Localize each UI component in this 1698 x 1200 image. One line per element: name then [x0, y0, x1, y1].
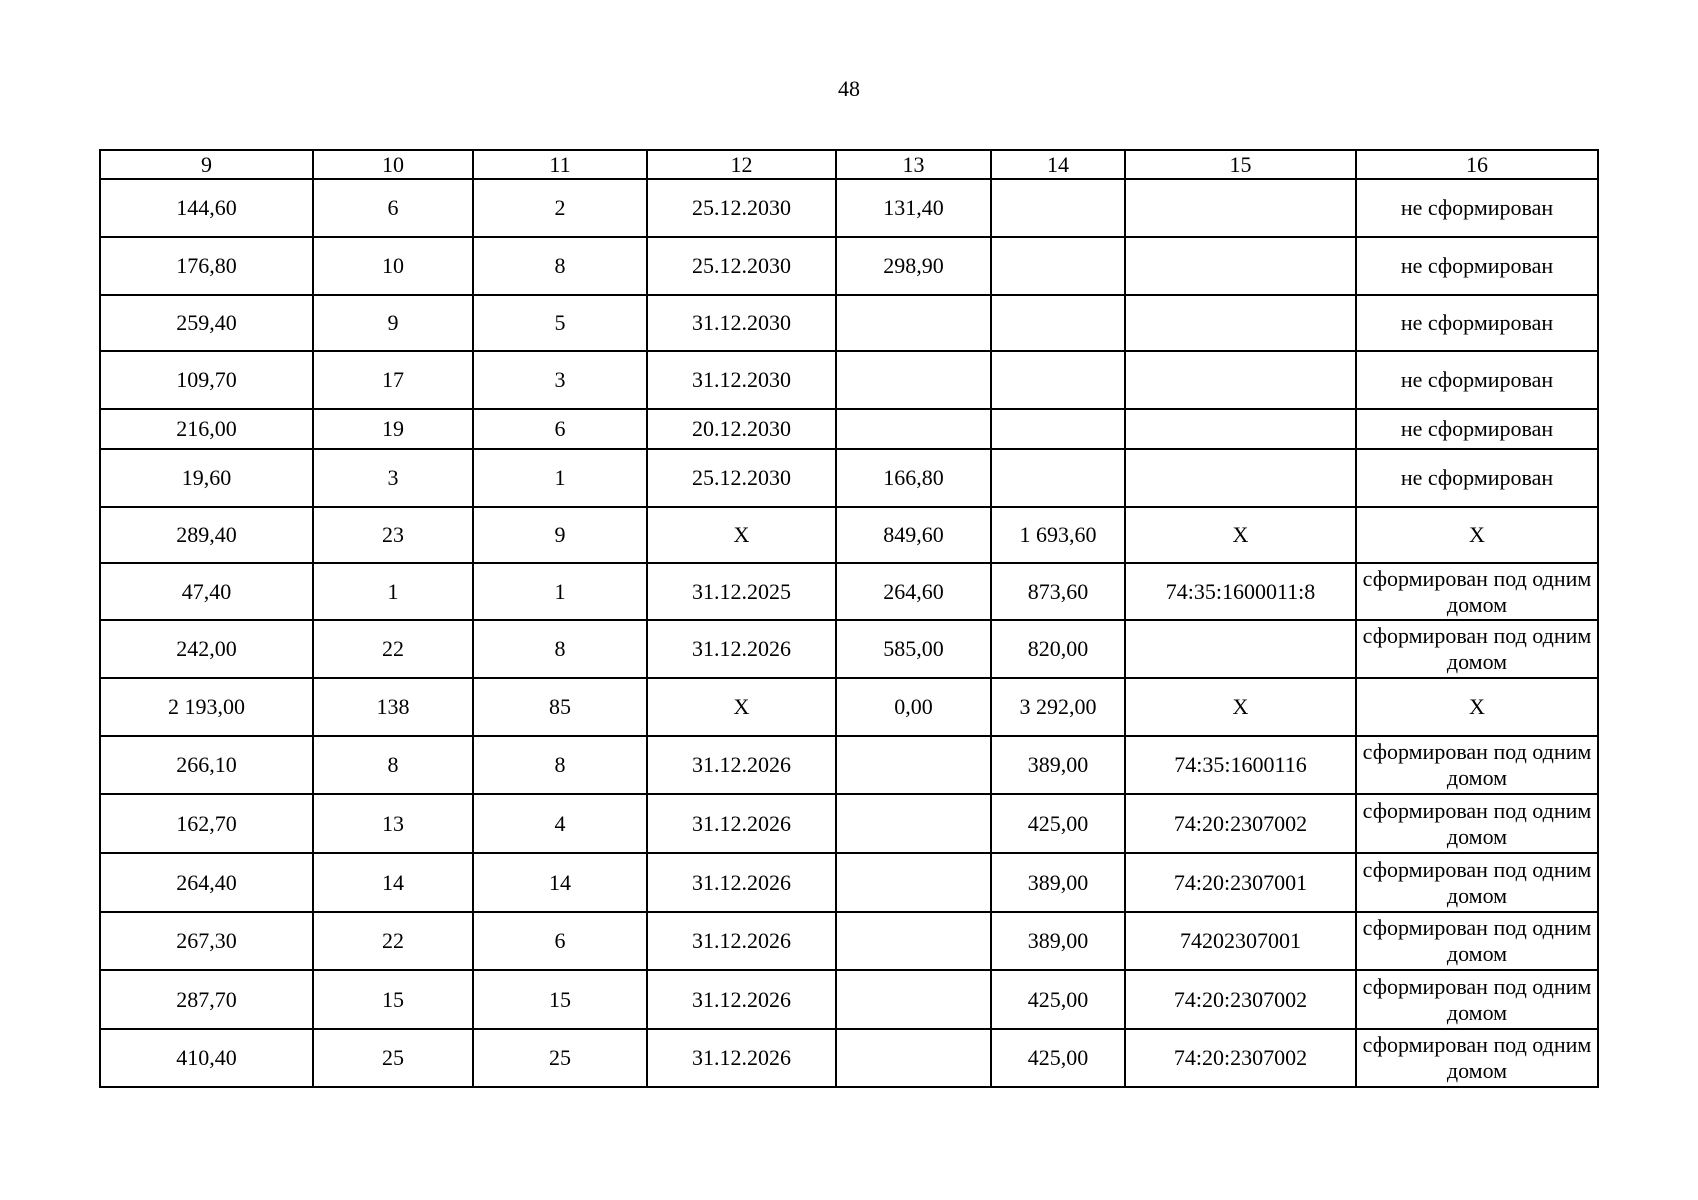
- table-cell: [991, 179, 1125, 237]
- table-row: [100, 853, 1598, 912]
- table-cell: 14: [473, 853, 647, 912]
- table-cell: сформирован под одним домом: [1356, 1029, 1598, 1087]
- table-cell: сформирован под одним домом: [1356, 970, 1598, 1029]
- table-cell: 31.12.2026: [647, 912, 836, 970]
- table-cell: 31.12.2030: [647, 351, 836, 409]
- table-cell: 176,80: [100, 237, 313, 295]
- table-row: [100, 620, 1598, 678]
- table-cell: 74:35:1600011:8: [1125, 563, 1356, 620]
- table-cell: 31.12.2026: [647, 794, 836, 853]
- table-cell: [836, 794, 991, 853]
- table-row: [100, 912, 1598, 970]
- table-row: [100, 507, 1598, 563]
- table-cell: 389,00: [991, 736, 1125, 794]
- table-cell: 6: [473, 409, 647, 449]
- table-cell: [836, 351, 991, 409]
- table-cell: 14: [313, 853, 473, 912]
- table-row: [100, 794, 1598, 853]
- table-cell: 131,40: [836, 179, 991, 237]
- table-cell: сформирован под одним домом: [1356, 853, 1598, 912]
- table-cell: 31.12.2026: [647, 736, 836, 794]
- table-cell: 8: [473, 736, 647, 794]
- table-cell: 820,00: [991, 620, 1125, 678]
- table-header-row: [100, 150, 1598, 179]
- table-row: [100, 295, 1598, 351]
- table-cell: 425,00: [991, 970, 1125, 1029]
- column-header: 10: [313, 150, 473, 179]
- table-cell: 287,70: [100, 970, 313, 1029]
- table-cell: не сформирован: [1356, 351, 1598, 409]
- table-cell: 2 193,00: [100, 678, 313, 736]
- table-cell: X: [647, 507, 836, 563]
- table-cell: 266,10: [100, 736, 313, 794]
- column-header: 16: [1356, 150, 1598, 179]
- table-row: [100, 563, 1598, 620]
- table-cell: 31.12.2026: [647, 620, 836, 678]
- table-cell: [1125, 295, 1356, 351]
- table-cell: 25: [313, 1029, 473, 1087]
- table-cell: [1125, 237, 1356, 295]
- table-cell: X: [647, 678, 836, 736]
- table-cell: [836, 295, 991, 351]
- table-cell: 216,00: [100, 409, 313, 449]
- table-cell: 162,70: [100, 794, 313, 853]
- table-cell: 289,40: [100, 507, 313, 563]
- table-cell: не сформирован: [1356, 179, 1598, 237]
- column-header: 13: [836, 150, 991, 179]
- table-cell: [836, 736, 991, 794]
- table-cell: не сформирован: [1356, 237, 1598, 295]
- table-cell: 31.12.2026: [647, 1029, 836, 1087]
- table-cell: 425,00: [991, 794, 1125, 853]
- table-cell: 13: [313, 794, 473, 853]
- column-header: 12: [647, 150, 836, 179]
- table-cell: 74:35:1600116: [1125, 736, 1356, 794]
- table-cell: сформирован под одним домом: [1356, 912, 1598, 970]
- table-cell: 410,40: [100, 1029, 313, 1087]
- table-cell: 31.12.2026: [647, 853, 836, 912]
- table-cell: 15: [473, 970, 647, 1029]
- table-cell: 22: [313, 620, 473, 678]
- table-cell: [991, 409, 1125, 449]
- table-cell: 4: [473, 794, 647, 853]
- table-cell: 242,00: [100, 620, 313, 678]
- table-cell: 264,60: [836, 563, 991, 620]
- table-cell: не сформирован: [1356, 409, 1598, 449]
- table-cell: 74202307001: [1125, 912, 1356, 970]
- table-cell: 267,30: [100, 912, 313, 970]
- page-number: 48: [838, 76, 860, 101]
- table-cell: 389,00: [991, 912, 1125, 970]
- table-cell: [991, 449, 1125, 507]
- table-cell: 0,00: [836, 678, 991, 736]
- column-header: 9: [100, 150, 313, 179]
- table-cell: 19: [313, 409, 473, 449]
- table-cell: 425,00: [991, 1029, 1125, 1087]
- table-cell: 25.12.2030: [647, 449, 836, 507]
- table-cell: [991, 351, 1125, 409]
- table-cell: 1: [473, 449, 647, 507]
- table-cell: не сформирован: [1356, 449, 1598, 507]
- table-cell: 9: [473, 507, 647, 563]
- table-cell: 9: [313, 295, 473, 351]
- table-cell: 22: [313, 912, 473, 970]
- table-body: [100, 179, 1598, 1087]
- table-cell: сформирован под одним домом: [1356, 736, 1598, 794]
- table-cell: 109,70: [100, 351, 313, 409]
- table-cell: 31.12.2025: [647, 563, 836, 620]
- table-cell: [1125, 620, 1356, 678]
- table-cell: [1125, 409, 1356, 449]
- table-cell: 74:20:2307002: [1125, 970, 1356, 1029]
- table-cell: 25.12.2030: [647, 237, 836, 295]
- table-cell: 31.12.2026: [647, 970, 836, 1029]
- table-row: [100, 237, 1598, 295]
- table-cell: [836, 912, 991, 970]
- table-row: [100, 1029, 1598, 1087]
- table-cell: 8: [473, 620, 647, 678]
- table-cell: [836, 1029, 991, 1087]
- table-cell: 85: [473, 678, 647, 736]
- table-cell: 74:20:2307001: [1125, 853, 1356, 912]
- table-cell: 1 693,60: [991, 507, 1125, 563]
- table-cell: 10: [313, 237, 473, 295]
- table-cell: 1: [313, 563, 473, 620]
- table-cell: 873,60: [991, 563, 1125, 620]
- data-table: [99, 149, 1599, 1088]
- table-cell: 3: [473, 351, 647, 409]
- table-cell: 25.12.2030: [647, 179, 836, 237]
- table-cell: [836, 970, 991, 1029]
- table-cell: 6: [313, 179, 473, 237]
- table-cell: 3 292,00: [991, 678, 1125, 736]
- table-cell: X: [1356, 678, 1598, 736]
- table-cell: не сформирован: [1356, 295, 1598, 351]
- table-cell: 8: [473, 237, 647, 295]
- table-cell: X: [1125, 678, 1356, 736]
- table-cell: [836, 409, 991, 449]
- table-cell: 849,60: [836, 507, 991, 563]
- table-cell: 31.12.2030: [647, 295, 836, 351]
- column-header: 14: [991, 150, 1125, 179]
- table-cell: X: [1125, 507, 1356, 563]
- table-cell: 298,90: [836, 237, 991, 295]
- table-cell: 74:20:2307002: [1125, 794, 1356, 853]
- table-cell: 585,00: [836, 620, 991, 678]
- table-cell: 3: [313, 449, 473, 507]
- table-cell: 264,40: [100, 853, 313, 912]
- table-cell: 389,00: [991, 853, 1125, 912]
- table-cell: 47,40: [100, 563, 313, 620]
- table-row: [100, 736, 1598, 794]
- table-row: [100, 179, 1598, 237]
- table-cell: сформирован под одним домом: [1356, 620, 1598, 678]
- table-cell: 138: [313, 678, 473, 736]
- table-row: [100, 351, 1598, 409]
- table-cell: 20.12.2030: [647, 409, 836, 449]
- table-cell: [991, 237, 1125, 295]
- table-cell: X: [1356, 507, 1598, 563]
- table-cell: 19,60: [100, 449, 313, 507]
- table-cell: сформирован под одним домом: [1356, 794, 1598, 853]
- table-cell: 25: [473, 1029, 647, 1087]
- table-cell: 23: [313, 507, 473, 563]
- table-cell: [836, 853, 991, 912]
- table-cell: [1125, 179, 1356, 237]
- table-cell: 8: [313, 736, 473, 794]
- table-cell: 15: [313, 970, 473, 1029]
- table-cell: [1125, 351, 1356, 409]
- table-cell: 74:20:2307002: [1125, 1029, 1356, 1087]
- table-cell: [991, 295, 1125, 351]
- table-cell: 2: [473, 179, 647, 237]
- table-cell: [1125, 449, 1356, 507]
- table-cell: 5: [473, 295, 647, 351]
- column-header: 11: [473, 150, 647, 179]
- table-row: [100, 449, 1598, 507]
- table-cell: 259,40: [100, 295, 313, 351]
- table-cell: 166,80: [836, 449, 991, 507]
- table-cell: 1: [473, 563, 647, 620]
- column-header: 15: [1125, 150, 1356, 179]
- table-row: [100, 970, 1598, 1029]
- table-cell: 144,60: [100, 179, 313, 237]
- table-cell: 17: [313, 351, 473, 409]
- table-row: [100, 678, 1598, 736]
- table-cell: 6: [473, 912, 647, 970]
- table-cell: сформирован под одним домом: [1356, 563, 1598, 620]
- table-row: [100, 409, 1598, 449]
